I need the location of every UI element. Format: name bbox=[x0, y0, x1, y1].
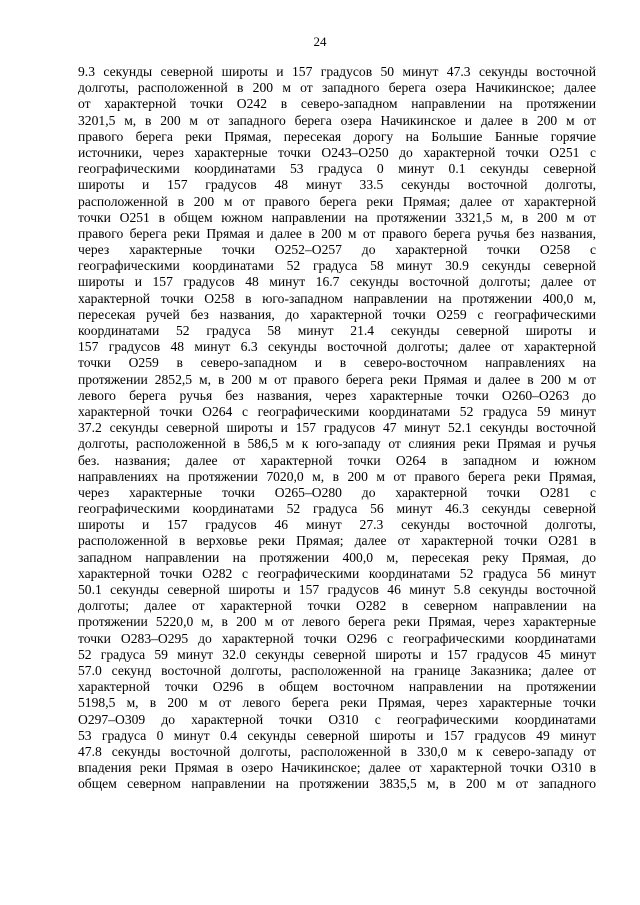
text-line: расположенной в 200 м от правого берега реки Прямая; далее от характерной bbox=[78, 193, 596, 209]
text-line: координатами 52 градуса 58 минут 21.4 секунды северной широты и bbox=[78, 323, 596, 338]
text-line: точки О259 в северо-западном и в северо-восточном направлениях на bbox=[78, 355, 596, 371]
text-line: долготы; далее от характерной точки О282 в северном направлении на bbox=[78, 598, 596, 614]
text-line: 47.8 секунды восточной долготы, расположенной в 330,0 м к северо-западу от bbox=[78, 743, 596, 759]
text-line: широты и 157 градусов 46 минут 27.3 секунды восточной долготы, bbox=[78, 517, 596, 533]
text-line: географическими координатами 52 градуса 56 минут 46.3 секунды северной bbox=[78, 501, 596, 517]
text-line: 52 градуса 59 минут 32.0 секунды северной широты и 157 градусов 45 минут bbox=[78, 646, 596, 662]
text-line: географическими координатами 53 градуса 0 минут 0.1 секунды северной bbox=[78, 161, 596, 177]
text-line: долготы, расположенной в 586,5 м к юго-западу от слияния реки Прямая и ручья bbox=[78, 436, 596, 452]
text-line: характерной точки О264 с географическими координатами 52 градуса 59 минут bbox=[78, 403, 596, 419]
text-line: общем северном направлении на протяжении 3835,5 м, в 200 м от западного bbox=[78, 776, 596, 792]
text-line: 9.3 секунды северной широты и 157 градусов 50 минут 47.3 секунды восточной bbox=[78, 64, 596, 79]
text-line: точки О283–О295 до характерной точки О296 с географическими координатами bbox=[78, 630, 596, 646]
body-text bbox=[78, 64, 596, 792]
page-number: 24 bbox=[313, 34, 327, 49]
text-line: географическими координатами 52 градуса 58 минут 30.9 секунды северной bbox=[78, 258, 596, 274]
text-line: протяжении 5220,0 м, в 200 м от левого берега реки Прямая, через характерные bbox=[78, 614, 596, 630]
text-line: О297–О309 до характерной точки О310 с географическими координатами bbox=[78, 711, 596, 727]
text-line: широты и 157 градусов 48 минут 16.7 секунды восточной долготы; далее от bbox=[78, 274, 596, 290]
text-line: впадения реки Прямая в озеро Начикинское; далее от характерной точки О310 в bbox=[78, 760, 596, 776]
text-line: 50.1 секунды северной широты и 157 градусов 46 минут 5.8 секунды восточной bbox=[78, 582, 596, 597]
text-line: источники, через характерные точки О243–О250 до характерной точки О251 с bbox=[78, 144, 596, 160]
text-line: без. названия; далее от характерной точки О264 в западном и южном bbox=[78, 452, 596, 468]
text-line: через характерные точки О252–О257 до характерной точки О258 с bbox=[78, 242, 596, 258]
text-line: 53 градуса 0 минут 0.4 секунды северной широты и 157 градусов 49 минут bbox=[78, 727, 596, 743]
text-line: через характерные точки О265–О280 до характерной точки О281 с bbox=[78, 484, 596, 500]
text-line: протяжении 2852,5 м, в 200 м от правого берега реки Прямая и далее в 200 м от bbox=[78, 371, 596, 387]
text-line: правого берега реки Прямая, пересекая дорогу на Большие Банные горячие bbox=[78, 128, 596, 144]
text-line: 57.0 секунд восточной долготы, расположенной на границе Заказника; далее от bbox=[78, 662, 596, 678]
text-line: расположенной в верховье реки Прямая; далее от характерной точки О281 в bbox=[78, 533, 596, 549]
text-line: 157 градусов 48 минут 6.3 секунды восточной долготы; далее от характерной bbox=[78, 339, 596, 355]
text-line: точки О251 в общем южном направлении на протяжении 3321,5 м, в 200 м от bbox=[78, 209, 596, 225]
text-line: пересекая ручей без названия, до характерной точки О259 с географическими bbox=[78, 306, 596, 322]
text-line: правого берега реки Прямая и далее в 200 м от правого берега ручья без названия, bbox=[78, 225, 596, 241]
text-line: широты и 157 градусов 48 минут 33.5 секунды восточной долготы, bbox=[78, 177, 596, 193]
text-line: долготы, расположенной в 200 м от западного берега озера Начикинское; далее bbox=[78, 80, 596, 96]
text-line: 5198,5 м, в 200 м от левого берега реки Прямая, через характерные точки bbox=[78, 695, 596, 711]
text-line: 37.2 секунды северной широты и 157 градусов 47 минут 52.1 секунды восточной bbox=[78, 420, 596, 436]
text-line: левого берега ручья без названия, через характерные точки О260–О263 до bbox=[78, 387, 596, 403]
text-line: направлениях на протяжении 7020,0 м, в 200 м от правого берега реки Прямая, bbox=[78, 468, 596, 484]
text-line: от характерной точки О242 в северо-западном направлении на протяжении bbox=[78, 96, 596, 112]
text-line: характерной точки О296 в общем восточном направлении на протяжении bbox=[78, 679, 596, 695]
text-line: западном направлении на протяжении 400,0 м, пересекая реку Прямая, до bbox=[78, 549, 596, 565]
text-line: характерной точки О282 с географическими координатами 52 градуса 56 минут bbox=[78, 565, 596, 581]
text-line: характерной точки О258 в юго-западном направлении на протяжении 400,0 м, bbox=[78, 290, 596, 306]
text-line: 3201,5 м, в 200 м от западного берега озера Начикинское и далее в 200 м от bbox=[78, 112, 596, 128]
